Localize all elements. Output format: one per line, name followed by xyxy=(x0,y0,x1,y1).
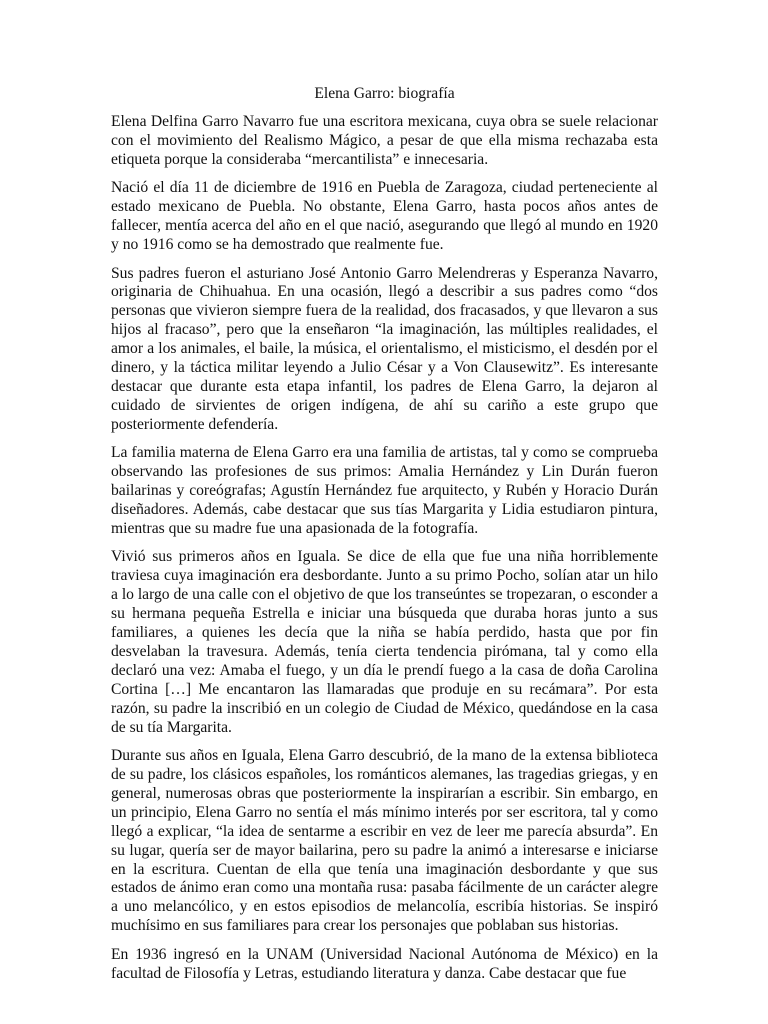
paragraph-intro: Elena Delfina Garro Navarro fue una escritora mexicana, cuya obra se suele relacionar con el movimiento del Realismo Mágico, a pesar de que ella misma rechazaba esta etiqueta porque la consideraba “mercantilista” e innecesaria. xyxy=(111,113,658,168)
page-title: Elena Garro: biografía xyxy=(314,85,455,102)
paragraph-childhood: Vivió sus primeros años en Iguala. Se dice de ella que fue una niña horriblemente traviesa cuya imaginación era desbordante. Junto a su primo Pocho, solían atar un hilo a lo largo de una calle con el objetivo de que los transeúntes se tropezaran, o esconder a su hermana pequeña Estrella e iniciar una búsqueda que duraba horas junto a sus familiares, a quienes les decía que la niña se había perdido, hasta que por fin desvelaban la travesura. Además, tenía cierta tendencia pirómana, tal y como ella declaró una vez: Amaba el fuego, y un día le prendí fuego a la casa de doña Carolina Cortina […] Me encantaron las llamaradas que produje en su recámara”. Por esta razón, su padre la inscribió en un colegio de Ciudad de México, quedándose en la casa de su tía Margarita. xyxy=(111,548,659,736)
paragraph-birth: Nació el día 11 de diciembre de 1916 en Puebla de Zaragoza, ciudad perteneciente al estado mexicano de Puebla. No obstante, Elena Garro, hasta pocos años antes de fallecer, mentía acerca del año en el que nació, asegurando que llegó al mundo en 1920 y no 1916 como se ha demostrado que realmente fue. xyxy=(111,179,658,254)
paragraph-iguala: Durante sus años en Iguala, Elena Garro descubrió, de la mano de la extensa biblioteca de su padre, los clásicos españoles, los románticos alemanes, las tragedias griegas, y en general, numerosas obras que posteriormente la inspirarían a escribir. Sin embargo, en un principio, Elena Garro no sentía el más mínimo interés por ser escritora, tal y como llegó a explicar, “la idea de sentarme a escribir en vez de leer me parecía absurda”. En su lugar, quería ser de mayor bailarina, pero su padre la animó a interesarse e iniciarse en la escritura. Cuentan de ella que tenía una imaginación desbordante y que sus estados de ánimo eran como una montaña rusa: pasaba fácilmente de un carácter alegre a uno melancólico, y en estos episodios de melancolía, escribía historias. Se inspiró muchísimo en sus familiares para crear los personajes que poblaban sus historias. xyxy=(111,747,658,935)
paragraph-family: La familia materna de Elena Garro era una familia de artistas, tal y como se comprueba observando las profesiones de sus primos: Amalia Hernández y Lin Durán fueron bailarinas y coreógrafas; Agustín Hernández fue arquitecto, y Rubén y Horacio Durán diseñadores. Además, cabe destacar que sus tías Margarita y Lidia estudiaron pintura, mientras que su madre fue una apasionada de la fotografía. xyxy=(111,444,658,537)
paragraph-parents: Sus padres fueron el asturiano José Antonio Garro Melendreras y Esperanza Navarro, originaria de Chihuahua. En una ocasión, llegó a describir a sus padres como “dos personas que vivieron siempre fuera de la realidad, dos fracasados, y que llevaron a sus hijos al fracaso”, pero que la enseñaron “la imaginación, las múltiples realidades, el amor a los animales, el baile, la música, el orientalismo, el misticismo, el desdén por el dinero, y la táctica militar leyendo a Julio César y a Von Clausewitz”. Es interesante destacar que durante esta etapa infantil, los padres de Elena Garro, la dejaron al cuidado de sirvientes de origen indígena, de ahí su cariño a este grupo que posteriormente defendería. xyxy=(111,264,658,433)
paragraph-unam: En 1936 ingresó en la UNAM (Universidad Nacional Autónoma de México) en la facultad de Filosofía y Letras, estudiando literatura y danza. Cabe destacar que fue xyxy=(111,945,658,982)
